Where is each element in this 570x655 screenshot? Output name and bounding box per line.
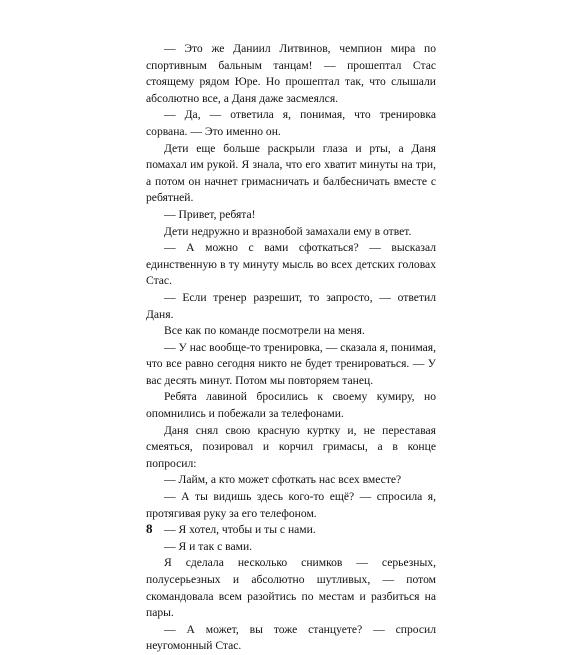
paragraph: — Это же Даниил Литвинов, чемпион мира по спортивным бальным танцам! — прошептал Стас стоящему рядом Юре. Но прошептал так, что слышали абсолютно все, а Даня даже засмеялся. [146, 42, 436, 105]
body-text [146, 41, 436, 655]
paragraph: — У нас вообще-то тренировка, — сказала я, понимая, что все равно сегодня никто не будет тренироваться. — У вас десять минут. Потом мы повторяем танец. [146, 340, 436, 387]
page-number: 8 [146, 521, 153, 536]
paragraph: — Лайм, а кто может сфоткать нас всех вместе? [164, 473, 402, 487]
paragraph: — Да, — ответила я, понимая, что тренировка сорвана. — Это именно он. [146, 108, 436, 138]
paragraph: — Я хотел, чтобы и ты с нами. [164, 523, 316, 537]
paragraph: — А можно с вами сфоткаться? — высказал единственную в ту минуту мысль во всех детских головах Стас. [146, 241, 436, 288]
paragraph: Все как по команде посмотрели на меня. [164, 324, 365, 338]
paragraph: — Если тренер разрешит, то запросто, — ответил Даня. [146, 290, 436, 321]
paragraph: Дети недружно и вразнобой замахали ему в ответ. [164, 224, 412, 238]
paragraph: — Привет, ребята! [164, 207, 256, 221]
paragraph: Даня снял свою красную куртку и, не переставая смеяться, позировал и корчил гримасы, а в конце попросил: [146, 423, 436, 470]
paragraph: — А ты видишь здесь кого-то ещё? — спросила я, протягивая руку за его телефоном. [146, 490, 436, 520]
paragraph: — Я и так с вами. [164, 539, 253, 553]
paragraph: — А может, вы тоже станцуете? — спросил неугомонный Стас. [146, 622, 436, 653]
paragraph: Ребята лавиной бросились к своему кумиру, но опомнились и побежали за телефонами. [146, 390, 436, 421]
paragraph: Я сделала несколько снимков — серьезных, полусерьезных и абсолютно шутливых, — потом скомандовала всем разойтись по местам и разбиться на пары. [146, 556, 436, 620]
paragraph: Дети еще больше раскрыли глаза и рты, а Даня помахал им рукой. Я знала, что его хватит минуты на три, а потом он начнет гримасничать и балбесничать вместе с ребятней. [146, 141, 436, 205]
